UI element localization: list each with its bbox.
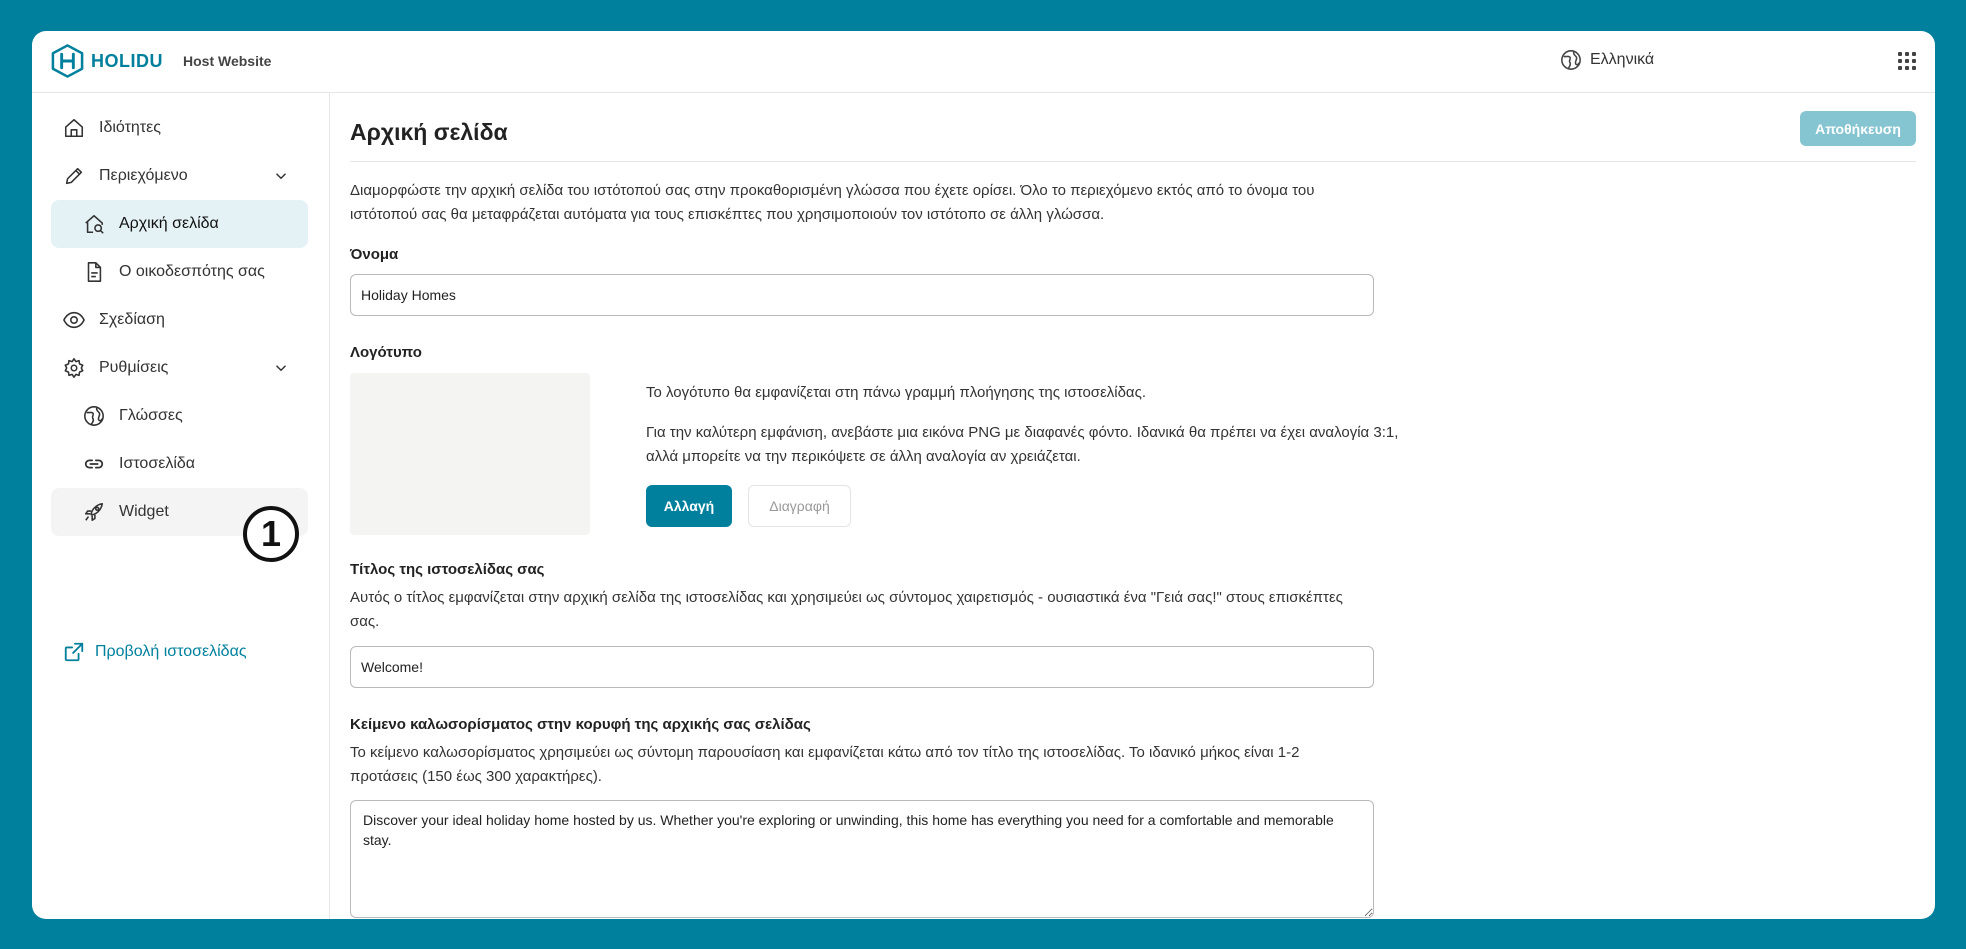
holidu-logo[interactable] — [50, 43, 163, 79]
home-icon — [63, 117, 85, 139]
name-input[interactable] — [350, 274, 1374, 316]
sidebar-item-settings[interactable] — [51, 344, 308, 392]
eye-icon — [63, 309, 85, 331]
holidu-logo-icon — [50, 43, 85, 79]
view-website-link[interactable] — [63, 641, 247, 663]
step-number-badge: 1 — [243, 506, 299, 562]
sidebar — [32, 93, 330, 919]
external-link-icon — [63, 641, 85, 663]
pencil-icon — [63, 165, 85, 187]
brand-name: HOLIDU — [91, 50, 163, 71]
logo-info-text: Το λογότυπο θα εμφανίζεται στη πάνω γραμμή πλοήγησης της ιστοσελίδας. — [646, 384, 1147, 401]
sidebar-item-languages[interactable] — [51, 392, 308, 440]
gear-icon — [63, 357, 85, 379]
site-title-description: Αυτός ο τίτλος εμφανίζεται στην αρχική σελίδα της ιστοσελίδας και χρησιμεύει ως σύντομος χαιρετισμός - ουσιαστικά ένα "Γειά σας!" στους επισκέπτες σας. — [350, 589, 1343, 630]
globe-icon — [1560, 49, 1582, 71]
site-title-label: Τίτλος της ιστοσελίδας σας — [350, 561, 545, 578]
sidebar-item-label: Ρυθμίσεις — [99, 359, 169, 376]
sidebar-item-design[interactable] — [51, 296, 308, 344]
welcome-text-description: Το κείμενο καλωσορίσματος χρησιμεύει ως σύντομη παρουσίαση και εμφανίζεται κάτω από τον τίτλο της ιστοσελίδας. Το ιδανικό μήκος είναι 1-2 προτάσεις (150 έως 300 χαρακτήρες). — [350, 744, 1300, 785]
sidebar-item-website[interactable] — [51, 440, 308, 488]
language-label: Ελληνικά — [1590, 51, 1655, 68]
link-icon — [83, 453, 105, 475]
change-logo-button[interactable]: Αλλαγή — [646, 485, 732, 527]
sidebar-item-label: Περιεχόμενο — [99, 167, 188, 184]
app-subtitle: Host Website — [183, 53, 272, 69]
welcome-text-label: Κείμενο καλωσορίσματος στην κορυφή της αρχικής σας σελίδας — [350, 716, 811, 733]
site-title-input[interactable] — [350, 646, 1374, 688]
view-website-label: Προβολή ιστοσελίδας — [95, 643, 247, 660]
globe-icon — [83, 405, 105, 427]
chevron-down-icon — [272, 167, 290, 185]
intro-text: Διαμορφώστε την αρχική σελίδα του ιστότοπού σας στην προκαθορισμένη γλώσσα που έχετε ορίσει. Όλο το περιεχόμενο εκτός από το όνομα του ιστότοπού σας θα μεταφράζεται αυτόματα για τους επισκέπτες που χρησιμοποιούν τον ιστότοπο σε άλλη γλώσσα. — [350, 182, 1315, 223]
apps-grid-icon[interactable] — [1898, 52, 1916, 70]
logo-label: Λογότυπο — [350, 344, 422, 361]
sidebar-item-label: Γλώσσες — [119, 407, 183, 424]
top-bar — [32, 31, 1935, 93]
sidebar-item-label: Σχεδίαση — [99, 311, 165, 328]
logo-hint-text: Για την καλύτερη εμφάνιση, ανεβάστε μια εικόνα PNG με διαφανές φόντο. Ιδανικά θα πρέπει να έχει αναλογία 3:1, αλλά μπορείτε να την περικόψετε σε άλλη αναλογία αν χρειάζεται. — [646, 424, 1399, 465]
page-title: Αρχική σελίδα — [350, 119, 508, 145]
name-label: Όνομα — [350, 246, 399, 263]
sidebar-item-homepage[interactable] — [51, 200, 308, 248]
save-button[interactable]: Αποθήκευση — [1800, 111, 1916, 146]
logo-preview — [350, 373, 590, 535]
welcome-text-input[interactable] — [350, 800, 1374, 918]
sidebar-item-content[interactable] — [51, 152, 308, 200]
app-window — [32, 31, 1935, 919]
header-divider — [350, 161, 1916, 162]
sidebar-item-your-host[interactable] — [51, 248, 308, 296]
sidebar-item-label: Widget — [119, 503, 169, 520]
rocket-icon — [83, 501, 105, 523]
sidebar-item-label: Αρχική σελίδα — [119, 215, 219, 232]
sidebar-item-properties[interactable] — [51, 104, 308, 152]
document-icon — [83, 261, 105, 283]
sidebar-item-label: Ο οικοδεσπότης σας — [119, 263, 265, 280]
house-search-icon — [83, 213, 105, 235]
delete-logo-button[interactable]: Διαγραφή — [748, 485, 851, 527]
language-selector[interactable] — [1560, 49, 1654, 71]
chevron-down-icon — [272, 359, 290, 377]
main-content — [330, 93, 1935, 919]
sidebar-item-label: Ιδιότητες — [99, 119, 161, 136]
sidebar-item-label: Ιστοσελίδα — [119, 455, 196, 472]
